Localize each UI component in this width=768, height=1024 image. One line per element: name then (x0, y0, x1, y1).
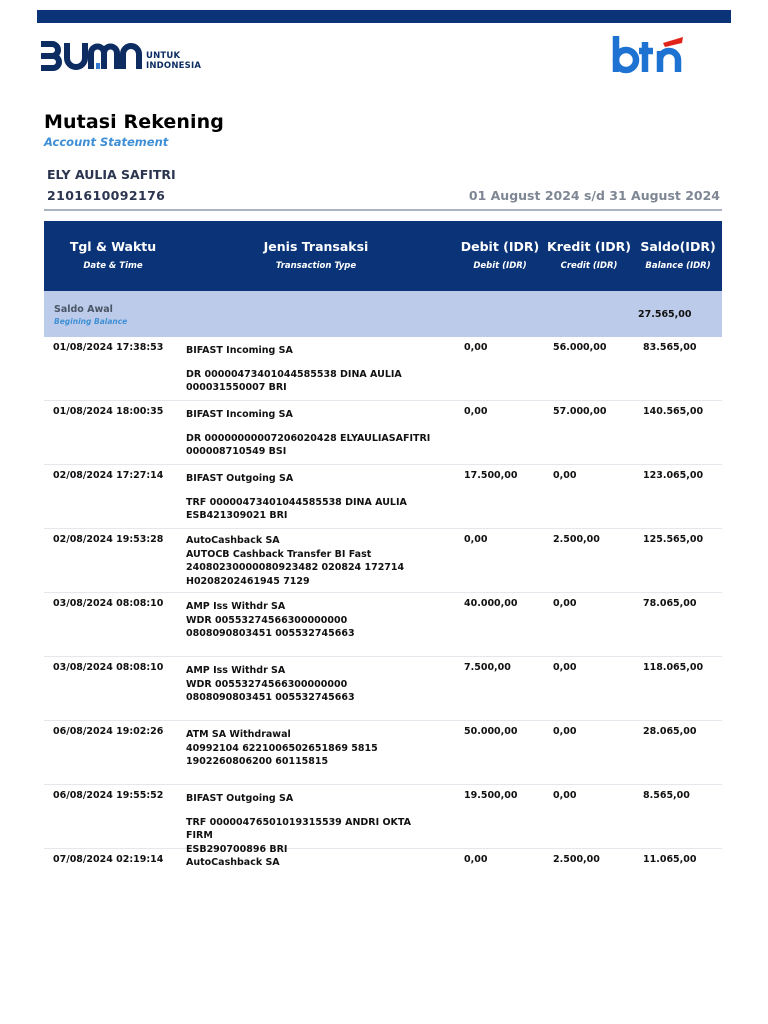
row-credit: 0,00 (553, 662, 577, 673)
row-debit: 0,00 (464, 854, 488, 865)
statement-period: 01 August 2024 s/d 31 August 2024 (468, 188, 720, 203)
opening-balance-sublabel: Begining Balance (54, 317, 128, 326)
row-balance: 83.565,00 (643, 342, 697, 353)
row-date: 06/08/2024 19:02:26 (53, 726, 164, 737)
bumn-logo (38, 40, 202, 74)
row-date: 01/08/2024 17:38:53 (53, 342, 164, 353)
account-name: ELY AULIA SAFITRI (47, 167, 176, 182)
row-credit: 2.500,00 (553, 854, 600, 865)
table-header (44, 221, 722, 291)
row-balance: 11.065,00 (643, 854, 697, 865)
row-debit: 19.500,00 (464, 790, 518, 801)
table-row (44, 465, 722, 529)
row-balance: 28.065,00 (643, 726, 697, 737)
row-debit: 40.000,00 (464, 598, 518, 609)
row-debit: 0,00 (464, 406, 488, 417)
row-balance: 140.565,00 (643, 406, 704, 417)
table-row (44, 529, 722, 593)
column-header-balance: Saldo(IDR) Balance (IDR) (640, 239, 716, 271)
row-balance: 8.565,00 (643, 790, 690, 801)
top-banner-bar (37, 10, 731, 23)
row-date: 03/08/2024 08:08:10 (53, 662, 164, 673)
row-debit: 0,00 (464, 342, 488, 353)
column-header-type: Jenis Transaksi Transaction Type (263, 239, 369, 271)
row-credit: 57.000,00 (553, 406, 607, 417)
page-title: Mutasi Rekening (44, 111, 224, 133)
row-date: 06/08/2024 19:55:52 (53, 790, 164, 801)
table-row (44, 401, 722, 465)
page-subtitle: Account Statement (44, 135, 169, 149)
row-transaction-type: AutoCashback SA (186, 857, 280, 868)
row-transaction-type: AMP Iss Withdr SA WDR 00553274566300000000 0808090803451 005532745663 (186, 665, 355, 703)
column-header-date: Tgl & Waktu Date & Time (69, 239, 157, 271)
row-transaction-type: AMP Iss Withdr SA WDR 00553274566300000000 0808090803451 005532745663 (186, 601, 355, 639)
row-balance: 125.565,00 (643, 534, 704, 545)
row-credit: 2.500,00 (553, 534, 600, 545)
opening-balance-label: Saldo Awal (54, 304, 113, 315)
row-credit: 56.000,00 (553, 342, 607, 353)
row-date: 02/08/2024 17:27:14 (53, 470, 164, 481)
row-credit: 0,00 (553, 598, 577, 609)
btn-logo-icon (610, 34, 686, 78)
table-row (44, 785, 722, 855)
row-date: 01/08/2024 18:00:35 (53, 406, 164, 417)
table-row (44, 849, 722, 879)
row-transaction-type: BIFAST Incoming SA DR 00000473401044585538 DINA AULIA 000031550007 BRI (186, 345, 402, 393)
row-balance: 118.065,00 (643, 662, 704, 673)
row-credit: 0,00 (553, 470, 577, 481)
row-date: 07/08/2024 02:19:14 (53, 854, 164, 865)
row-transaction-type: BIFAST Incoming SA DR 00000000007206020428 ELYAULIASAFITRI 000008710549 BSI (186, 409, 431, 457)
row-balance: 78.065,00 (643, 598, 697, 609)
table-row (44, 337, 722, 401)
row-debit: 7.500,00 (464, 662, 511, 673)
row-transaction-type: BIFAST Outgoing SA TRF 00000473401044585538 DINA AULIA ESB421309021 BRI (186, 473, 407, 521)
row-date: 02/08/2024 19:53:28 (53, 534, 164, 545)
transaction-list (44, 337, 722, 879)
row-credit: 0,00 (553, 726, 577, 737)
row-balance: 123.065,00 (643, 470, 704, 481)
bumn-wordmark-icon (38, 40, 144, 72)
account-number: 2101610092176 (47, 188, 166, 203)
bumn-tagline: UNTUK INDONESIA (146, 51, 202, 71)
row-transaction-type: AutoCashback SA AUTOCB Cashback Transfer BI Fast 24080230000080923482 020824 172714 H0208202461945 7129 (186, 535, 405, 587)
opening-balance-value: 27.565,00 (638, 309, 692, 320)
column-header-credit: Kredit (IDR) Credit (IDR) (547, 239, 631, 271)
table-row (44, 721, 722, 785)
row-debit: 0,00 (464, 534, 488, 545)
table-row (44, 593, 722, 657)
row-debit: 50.000,00 (464, 726, 518, 737)
row-credit: 0,00 (553, 790, 577, 801)
row-date: 03/08/2024 08:08:10 (53, 598, 164, 609)
row-debit: 17.500,00 (464, 470, 518, 481)
column-header-debit: Debit (IDR) Debit (IDR) (460, 239, 540, 271)
row-transaction-type: ATM SA Withdrawal 40992104 6221006502651869 5815 1902260806200 60115815 (186, 729, 378, 767)
table-row (44, 657, 722, 721)
opening-balance-row (44, 291, 722, 337)
row-transaction-type: BIFAST Outgoing SA TRF 00000476501019315539 ANDRI OKTA FIRM ESB290700896 BRI (186, 793, 411, 855)
header-divider (44, 209, 722, 211)
